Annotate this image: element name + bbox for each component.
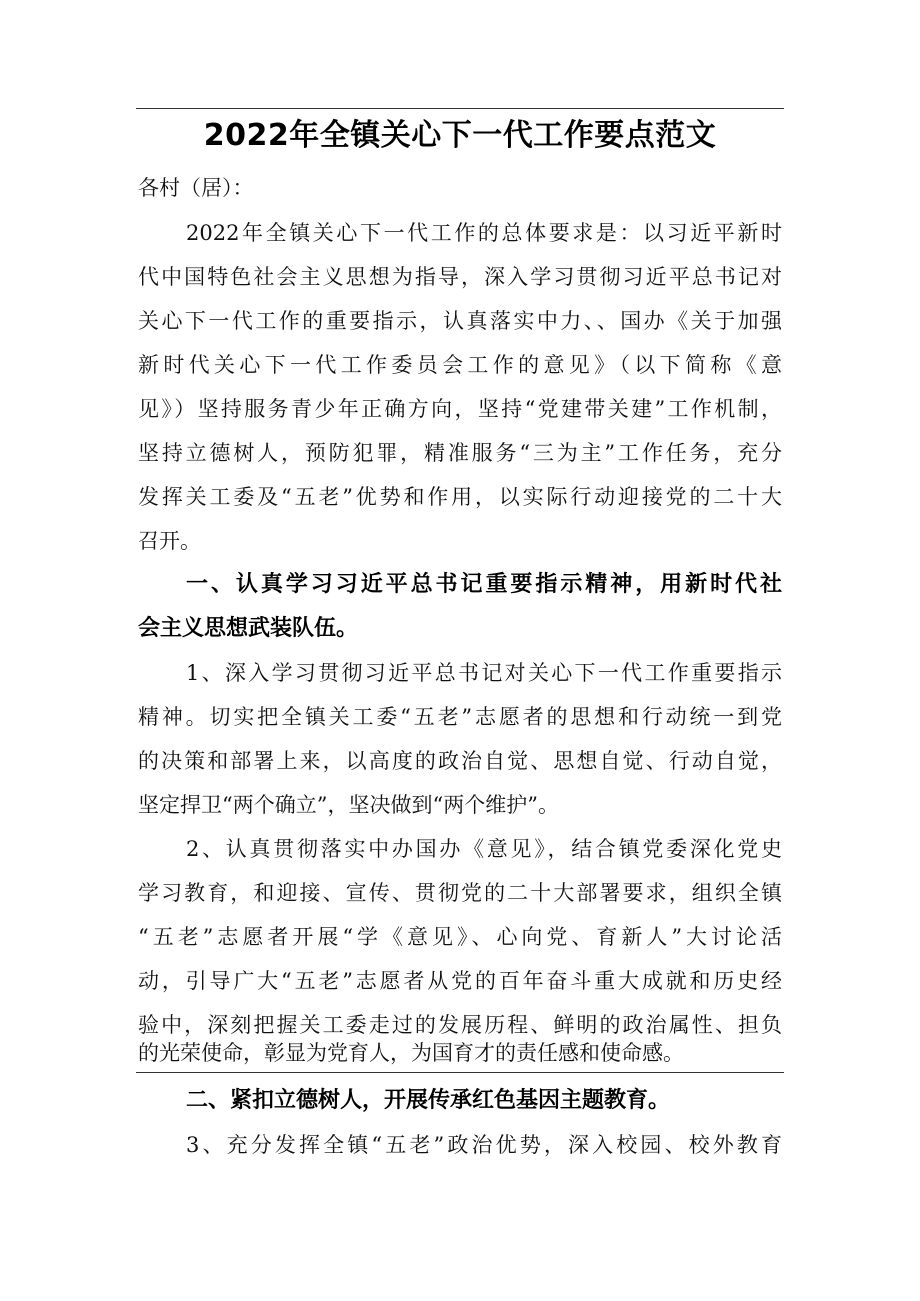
item-2-line: 验中，深刻把握关工委走过的发展历程、鲜明的政治属性、担负 <box>138 1013 782 1037</box>
intro-line: 见》）坚持服务青少年正确方向，坚持“党建带关建”工作机制， <box>138 397 782 421</box>
page-title: 2022年全镇关心下一代工作要点范文 <box>203 118 717 153</box>
section-divider <box>136 1072 784 1073</box>
item-1-line: 1、深入学习贯彻习近平总书记对关心下一代工作重要指示 <box>186 661 782 685</box>
section-heading-1: 会主义思想武装队伍。 <box>138 616 359 641</box>
intro-line: 代中国特色社会主义思想为指导，深入学习贯彻习近平总书记对 <box>138 265 782 289</box>
section-heading-2: 二、紧扣立德树人，开展传承红色基因主题教育。 <box>186 1088 671 1113</box>
intro-line: 发挥关工委及“五老”优势和作用，以实际行动迎接党的二十大 <box>138 485 782 509</box>
item-2-line: “五老”志愿者开展“学《意见》、心向党、育新人”大讨论活 <box>138 925 782 949</box>
item-2-line: 动，引导广大“五老”志愿者从党的百年奋斗重大成就和历史经 <box>138 969 782 993</box>
intro-line: 2022年全镇关心下一代工作的总体要求是：以习近平新时 <box>186 221 782 245</box>
item-1-line: 坚定捍卫“两个确立”，坚决做到“两个维护”。 <box>138 793 559 817</box>
item-1-line: 精神。切实把全镇关工委“五老”志愿者的思想和行动统一到党 <box>138 705 782 729</box>
intro-line: 召开。 <box>138 529 201 553</box>
item-1-line: 的决策和部署上来，以高度的政治自觉、思想自觉、行动自觉， <box>138 749 782 773</box>
item-2-line: 的光荣使命，彰显为党育人，为国育才的责任感和使命感。 <box>138 1041 684 1065</box>
intro-line: 关心下一代工作的重要指示，认真落实中力、、国办《关于加强 <box>138 309 782 333</box>
intro-line: 新时代关心下一代工作委员会工作的意见》（以下简称《意 <box>138 353 782 377</box>
item-3-line: 3、充分发挥全镇“五老”政治优势，深入校园、校外教育 <box>186 1133 782 1157</box>
item-2-line: 学习教育，和迎接、宣传、贯彻党的二十大部署要求，组织全镇 <box>138 881 782 905</box>
section-heading-1: 一、认真学习习近平总书记重要指示精神，用新时代社 <box>186 572 782 597</box>
intro-line: 坚持立德树人，预防犯罪，精准服务“三为主”工作任务，充分 <box>138 441 782 465</box>
top-rule <box>136 108 784 109</box>
salutation: 各村（居）： <box>138 176 254 200</box>
item-2-line: 2、认真贯彻落实中办国办《意见》，结合镇党委深化党史 <box>186 837 782 861</box>
